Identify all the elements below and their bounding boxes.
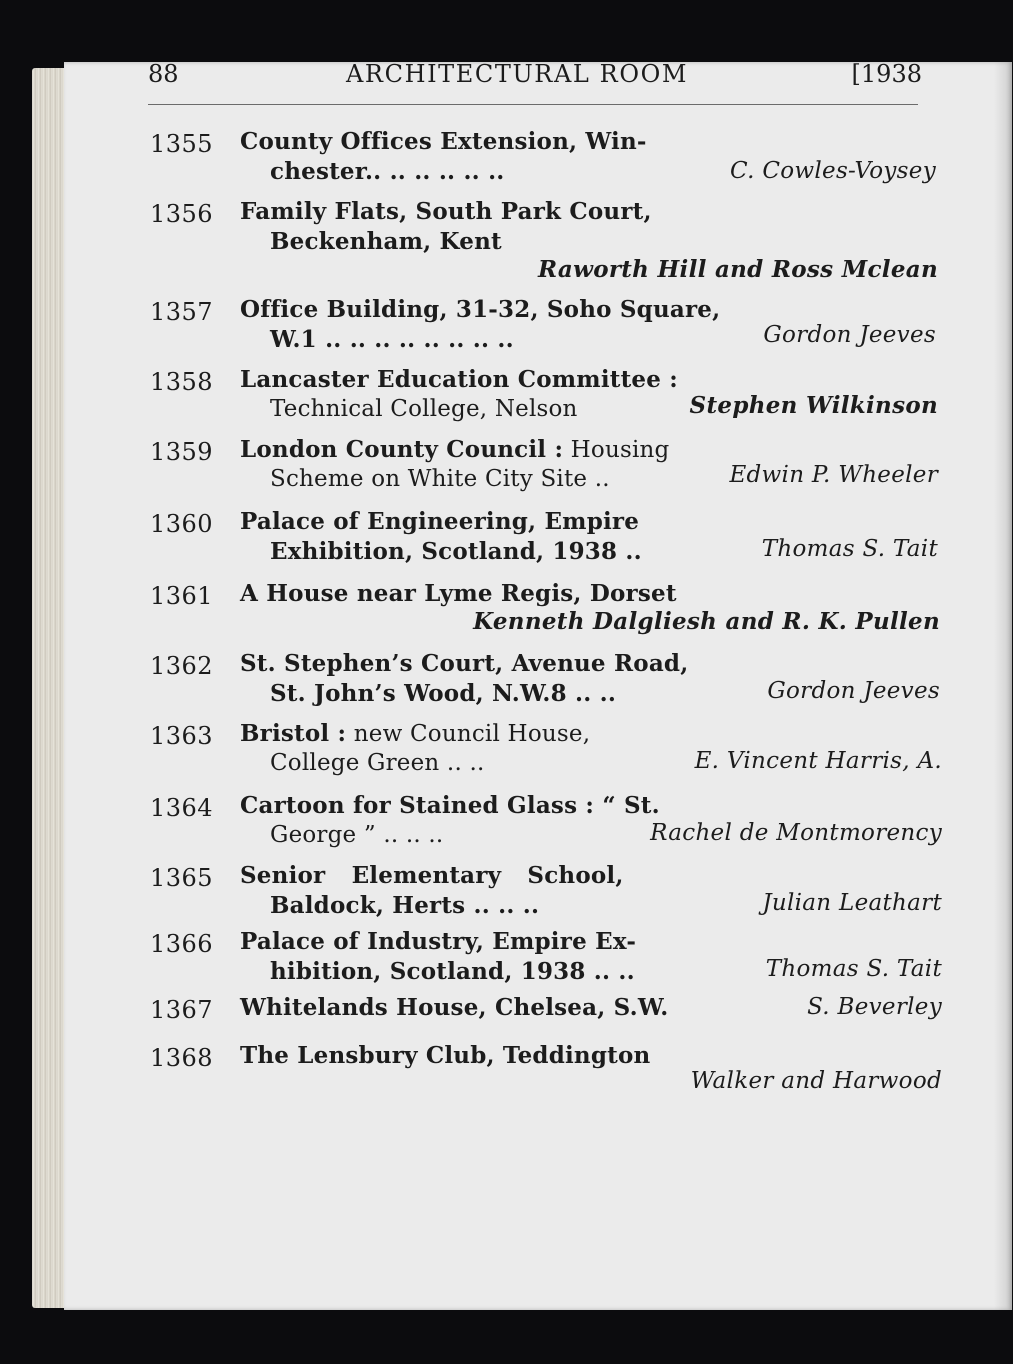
catalogue-entry [148,928,942,988]
entry-architect: Rachel de Montmorency [650,820,942,846]
entry-architect: Kenneth Dalgliesh and R. K. Pullen [473,608,940,635]
entry-title-line1 [240,792,660,819]
entry-title-line1: Family Flats, South Park Court, [240,198,652,225]
entry-number: 1358 [150,368,214,396]
entry-title-line2: Exhibition, Scotland, 1938 .. [270,538,642,565]
entry-title-line2: chester.. .. .. .. .. .. [270,158,505,185]
header-rule [148,104,918,105]
entry-title-line2: W.1 .. .. .. .. .. .. .. .. [270,326,514,353]
entry-title-line1: Palace of Industry, Empire Ex- [240,928,637,955]
entry-architect: Julian Leathart [762,890,942,916]
catalogue-entry [148,296,936,356]
entry-number: 1355 [150,130,214,158]
catalogue-entry [148,994,942,1034]
catalogue-entry [148,366,938,426]
catalogue-entry [148,862,942,922]
entry-architect: Thomas S. Tait [761,536,938,562]
entry-title-rest: new Council House, [346,721,591,747]
entry-architect: Edwin P. Wheeler [729,462,938,488]
entry-architect: Thomas S. Tait [765,956,942,982]
entry-number: 1357 [150,298,214,326]
entry-title-line2: College Green .. .. [270,750,485,776]
header-year: [1938 [851,60,922,88]
entry-number: 1365 [150,864,214,892]
entry-title-line2: hibition, Scotland, 1938 .. .. [270,958,635,985]
entry-title-line2: Beckenham, Kent [270,228,502,255]
entry-architect: Walker and Harwood [690,1068,942,1094]
entry-number: 1367 [150,996,214,1024]
entry-number: 1368 [150,1044,214,1072]
entry-number: 1364 [150,794,214,822]
entry-title-rest: Housing [563,437,670,463]
catalogue-entry [148,720,942,780]
entry-architect: S. Beverley [807,994,942,1020]
entry-title-bold: London County Council : [240,436,564,463]
entry-title-line1: Palace of Engineering, Empire [240,508,640,535]
entry-title-line1 [240,436,669,463]
entry-number: 1361 [150,582,214,610]
catalogue-entry [148,650,940,710]
entry-title-line1: Lancaster Education Committee : [240,366,678,393]
entry-number: 1362 [150,652,214,680]
entry-title-line1: The Lensbury Club, Teddington [240,1042,651,1069]
entry-number: 1356 [150,200,214,228]
entry-architect: Gordon Jeeves [767,678,940,704]
entry-title-line2: Baldock, Herts .. .. .. [270,892,540,919]
entry-title-line1: St. Stephen’s Court, Avenue Road, [240,650,689,677]
entry-title-line1: Senior Elementary School, [240,862,624,889]
entry-number: 1359 [150,438,214,466]
running-header [148,56,922,96]
entry-title-line1: County Offices Extension, Win- [240,128,647,155]
running-title: ARCHITECTURAL ROOM [346,60,689,88]
entry-title-line1: Whitelands House, Chelsea, S.W. [240,994,669,1021]
entry-number: 1366 [150,930,214,958]
entry-title-line2: Technical College, Nelson [270,396,578,422]
entry-title-line1: A House near Lyme Regis, Dorset [240,580,677,607]
entry-number: 1363 [150,722,214,750]
entry-architect: Stephen Wilkinson [689,392,938,419]
entry-architect: Gordon Jeeves [763,322,936,348]
entry-title-bold: Bristol : [240,720,347,747]
catalogue-entry [148,508,938,568]
page-number: 88 [148,60,179,88]
entry-title-line2: Scheme on White City Site .. [270,466,610,492]
entry-title-line2: George ” .. .. .. [270,822,444,848]
catalogue-entry [148,436,938,496]
entry-title-line1 [240,720,590,747]
catalogue-entry [148,792,942,852]
catalogue-entry [148,1042,942,1102]
catalogue-entry [148,580,940,640]
entry-architect: C. Cowles-Voysey [730,158,936,184]
entry-title-bold: Cartoon for Stained Glass : “ St. [240,792,660,819]
entry-architect: Raworth Hill and Ross Mclean [537,256,938,283]
catalogue-entry [148,128,936,188]
catalogue-entry [148,198,938,290]
entry-title-line1: Office Building, 31-32, Soho Square, [240,296,721,323]
entry-title-line2: St. John’s Wood, N.W.8 .. .. [270,680,617,707]
entry-architect: E. Vincent Harris, A. [694,748,942,774]
page-gutter-shadow [994,62,1012,1310]
entry-number: 1360 [150,510,214,538]
